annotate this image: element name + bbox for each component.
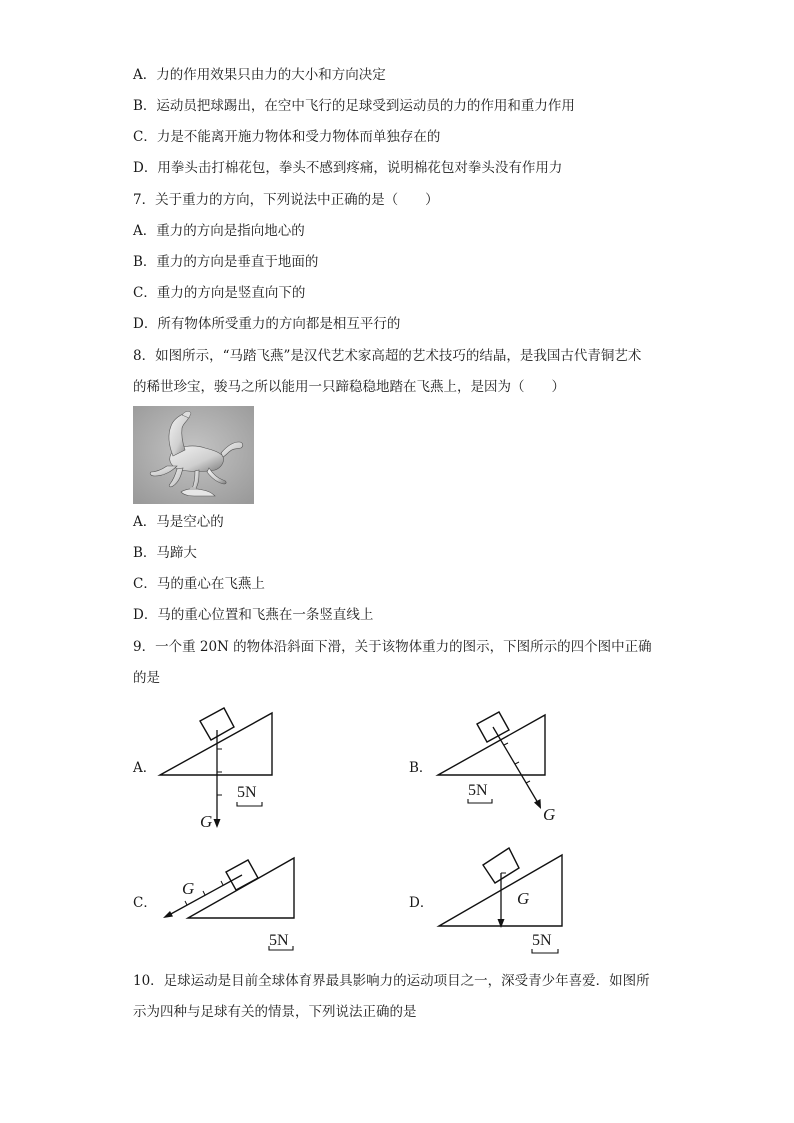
diagram-c-label: C． — [133, 895, 157, 911]
q6-option-b: B．运动员把球踢出，在空中飞行的足球受到运动员的力的作用和重力作用 — [133, 98, 575, 114]
gravity-arrow-b — [493, 727, 538, 803]
q7-option-d: D．所有物体所受重力的方向都是相互平行的 — [133, 316, 401, 332]
q7-option-b: B．重力的方向是垂直于地面的 — [133, 254, 319, 270]
scale-bracket-a — [237, 802, 262, 806]
incline-a — [160, 713, 272, 775]
galloping-horse-image — [133, 406, 254, 504]
q8-stem-line2: 的稀世珍宝，骏马之所以能用一只蹄稳稳地踏在飞燕上，是因为（ ） — [133, 379, 565, 395]
diagram-a-label: A． — [133, 760, 157, 776]
scale-label-b: 5N — [468, 782, 488, 799]
q9-stem-line2: 的是 — [133, 670, 160, 686]
q8-option-a: A．马是空心的 — [133, 514, 224, 530]
q7-option-a: A．重力的方向是指向地心的 — [133, 223, 305, 239]
diagram-d-label: D． — [409, 895, 434, 911]
q10-stem-line1: 10．足球运动是目前全球体育界最具影响力的运动项目之一，深受青少年喜爱．如图所 — [133, 973, 650, 989]
q6-option-c: C．力是不能离开施力物体和受力物体而单独存在的 — [133, 129, 441, 145]
q8-option-d: D．马的重心位置和飞燕在一条竖直线上 — [133, 607, 374, 623]
scale-label-c: 5N — [269, 932, 289, 949]
q8-stem-line1: 8．如图所示，“马踏飞燕”是汉代艺术家高超的艺术技巧的结晶，是我国古代青铜艺术 — [133, 348, 642, 364]
q10-stem-line2: 示为四种与足球有关的情景，下列说法正确的是 — [133, 1004, 417, 1020]
scale-label-d: 5N — [532, 932, 552, 949]
force-label-a: G — [200, 812, 213, 831]
q8-option-c: C．马的重心在飞燕上 — [133, 576, 265, 592]
q9-stem-line1: 9．一个重 20N 的物体沿斜面下滑，关于该物体重力的图示，下图所示的四个图中正确 — [133, 639, 652, 655]
diagram-b-label: B． — [409, 760, 433, 776]
force-label-c: G — [182, 879, 195, 898]
q6-option-d: D．用拳头击打棉花包，拳头不感到疼痛，说明棉花包对拳头没有作用力 — [133, 160, 563, 176]
gravity-arrow-c — [169, 875, 242, 915]
force-label-b: G — [543, 805, 556, 824]
incline-b — [438, 715, 545, 775]
q7-stem: 7．关于重力的方向，下列说法中正确的是（ ） — [133, 192, 439, 208]
q6-option-a: A．力的作用效果只由力的大小和方向决定 — [133, 67, 386, 83]
diagram-a — [155, 700, 280, 840]
q7-option-c: C．重力的方向是竖直向下的 — [133, 285, 306, 301]
q8-option-b: B．马蹄大 — [133, 545, 197, 561]
force-label-d: G — [517, 889, 530, 908]
scale-label-a: 5N — [237, 784, 257, 801]
